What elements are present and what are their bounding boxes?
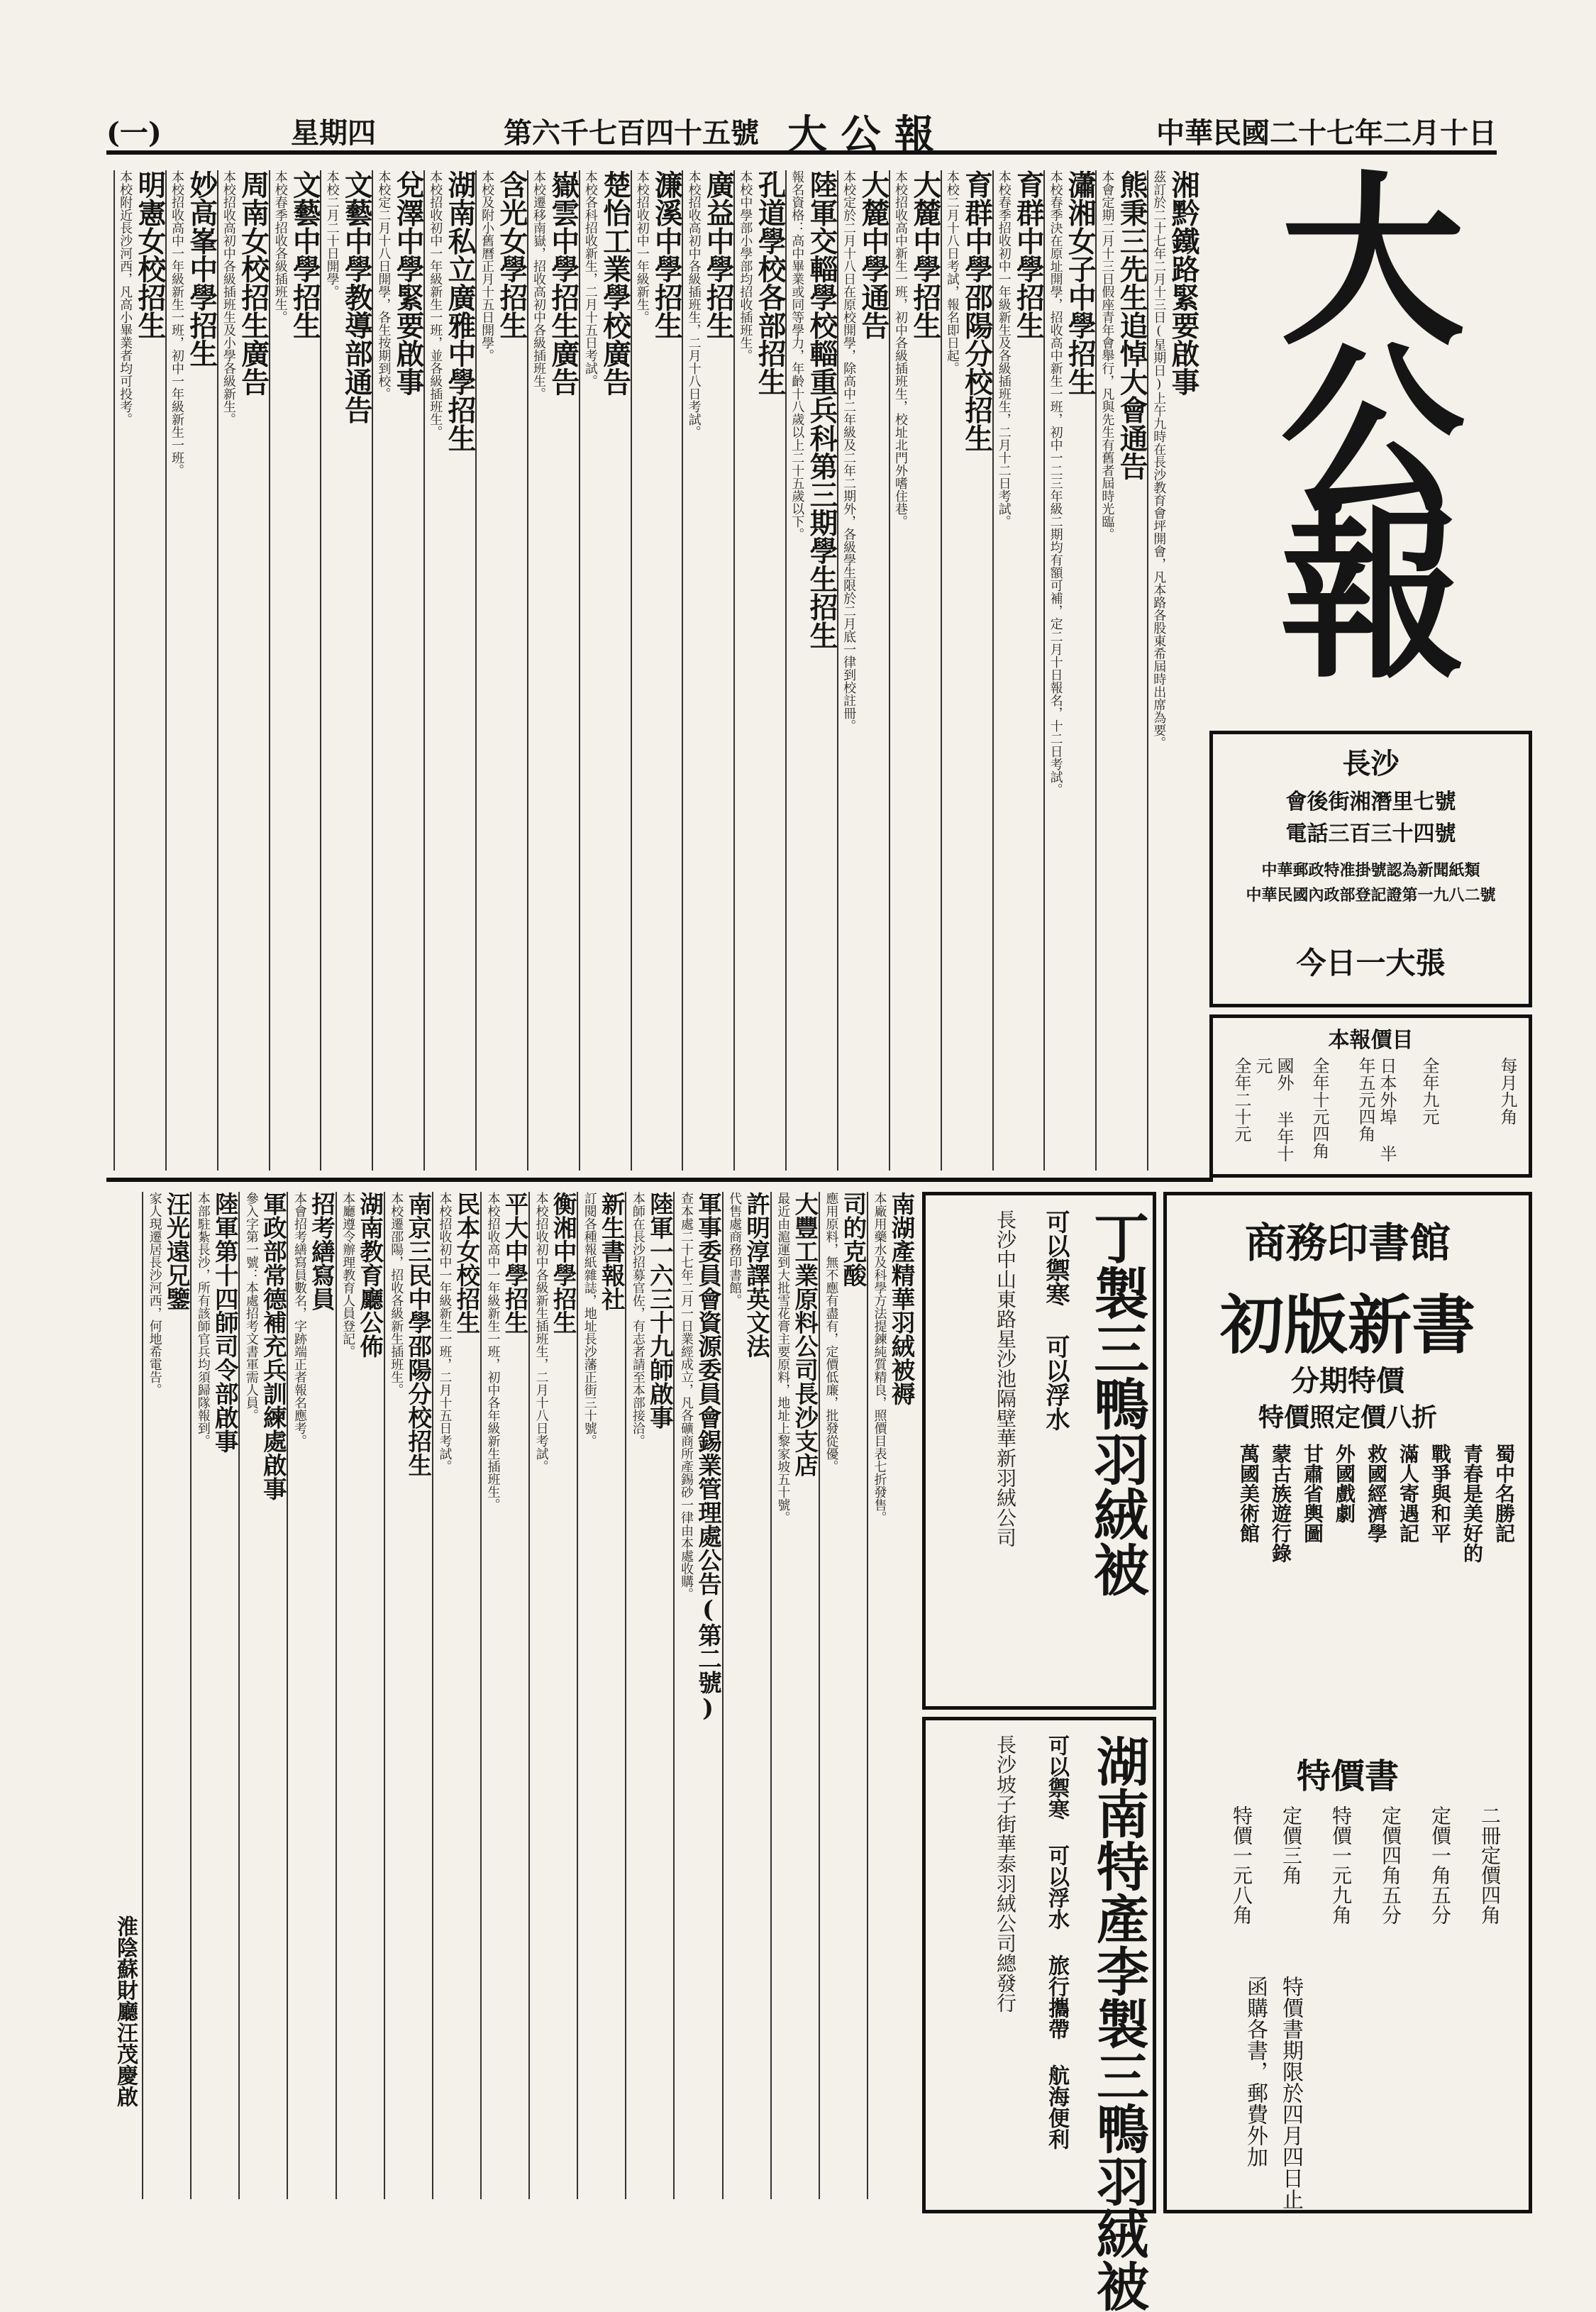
top-ad-title: 湖南私立廣雅中學招生: [443, 170, 476, 453]
top-ad-body: 報名資格：高中畢業或同等學力，年齡十八歲以上二十五歲以下。: [789, 170, 805, 541]
address: 會後街湘潛里七號: [1285, 790, 1456, 814]
bottom-ad-13: [238, 1192, 287, 2199]
price-3: 日本外埠 半年五元四角: [1356, 1057, 1397, 1162]
bottom-ad-body: 查本處二十七年二月一日業經成立，凡各礦商所產錫砂一律由本處收購。: [679, 1192, 694, 1600]
top-ad-body: 本會定期二月十三日假座青年會舉行，凡與先生有舊者屆時光臨。: [1099, 170, 1115, 541]
bottom-ad-15: [142, 1192, 190, 2199]
city: 長沙: [1342, 747, 1400, 780]
publication-date: 中華民國二十七年二月十日: [1156, 116, 1497, 150]
bottom-ad-title: 招考繕寫員: [307, 1192, 336, 1311]
top-ad-title: 陸軍交輜學校輜重兵科第三期學生招生: [804, 170, 838, 650]
top-ad-body: 本校及附小舊曆正月十五日開學。: [480, 170, 495, 362]
today-label: 今日一大張: [1296, 946, 1446, 980]
down-quilt-2-title: 湖南特產李製三鴨羽絨被: [1088, 1735, 1149, 2312]
top-ad-body: 本校定於二月十八日在原校開學，除高中二年級及二年二期外，各級學生限於二月底一律到校註冊。: [841, 170, 857, 732]
book-price: 特價一元八角: [1230, 1805, 1253, 1925]
bottom-ad-title: 許明淳譯英文法: [742, 1192, 770, 1359]
masthead: [1220, 154, 1525, 724]
bottom-ad-body: 本師在長沙招募官佐，有志者請至本部接洽。: [630, 1192, 645, 1447]
commercial-press-promo-1: 分期特價: [1291, 1364, 1404, 1398]
top-ad-body: 本校招收高初中各級插班生，二月十八日考試。: [686, 170, 702, 438]
top-ad-title: 楚怡工業學校廣告: [598, 170, 631, 396]
down-quilt-1-tag: 可以禦寒 可以浮水: [1041, 1210, 1070, 1431]
bottom-ad-body: 代售處商務印書館。: [727, 1192, 743, 1307]
bottom-ad-1: [819, 1192, 867, 2199]
bottom-ad-body: 本廠用藥水及科學方法提鍊純質精良，照價目表七折發售。: [872, 1192, 887, 1524]
price-4: 全年十元四角: [1309, 1057, 1329, 1159]
top-ad-title: 文藝中學招生: [288, 170, 321, 340]
commercial-press-ad: [1163, 1192, 1532, 2213]
price-title: 本報價目: [1328, 1028, 1414, 1053]
down-quilt-ad-2: [922, 1717, 1156, 2312]
bottom-ad-12: [287, 1192, 335, 2199]
bottom-ad-10: [384, 1192, 432, 2199]
top-ad-body: 本校招收高中一年級新生一班，初中一年級新生一班。: [169, 170, 184, 477]
top-ad-3: [992, 170, 1044, 1171]
phone: 電話三百三十四號: [1285, 822, 1456, 846]
book-title: 外國戲劇: [1333, 1444, 1356, 1523]
bottom-ad-7: [528, 1192, 577, 2199]
top-ad-7: [785, 170, 837, 1171]
top-ad-16: [320, 170, 372, 1171]
top-ad-body: 本校二月十八日考試，報名即日起。: [944, 170, 960, 375]
price-2: 全年九元: [1419, 1057, 1439, 1125]
book-price: 定價四角五分: [1379, 1805, 1402, 1925]
issue-number: 第六千七百四十五號: [504, 116, 759, 150]
bottom-ad-body: 本校招收初中一年級新生一班，二月十五日考試。: [437, 1192, 453, 1473]
book-price: 定價一角五分: [1429, 1805, 1452, 1925]
top-ad-title: 大麓中學招生: [908, 170, 941, 340]
top-ad-title: 濂溪中學招生: [650, 170, 683, 340]
top-ad-5: [889, 170, 941, 1171]
bottom-ad-body: 本會招考繕寫員數名，字跡端正者報名應考。: [292, 1192, 308, 1447]
top-ad-title: 熊秉三先生追悼大會通告: [1115, 170, 1148, 480]
top-ad-title: 湘黔鐵路緊要啟事: [1166, 170, 1199, 396]
top-ad-body: 本校附近長沙河西，凡高小畢業者均可投考。: [118, 170, 133, 426]
special-note: 特價書期限於四月四日止: [1278, 1976, 1303, 2210]
book-title: 滿人寄遇記: [1397, 1444, 1420, 1543]
top-ad-title: 含光女學招生: [494, 170, 528, 340]
top-ad-title: 明憲女校招生: [133, 170, 166, 340]
commercial-press-promo-2: 特價照定價八折: [1258, 1403, 1437, 1432]
top-ad-title: 妙高峯中學招生: [184, 170, 218, 367]
page-number: (一): [106, 116, 162, 150]
top-ad-4: [941, 170, 992, 1171]
bottom-ad-8: [480, 1192, 528, 2199]
down-quilt-1-sub: 長沙中山東路星沙池隔壁華新羽絨公司: [994, 1210, 1017, 1547]
bottom-ad-title: 南京三民中學邵陽分校招生: [404, 1192, 432, 1477]
top-ad-body: 本校招收高初中各級插班生及小學各級新生。: [221, 170, 236, 426]
book-title: 甘肅省輿圖: [1301, 1444, 1324, 1543]
bottom-ad-14: [190, 1192, 238, 2199]
bottom-ad-2: [770, 1192, 819, 2199]
signature: 淮陰蘇財廳汪茂慶啟: [113, 1915, 138, 2107]
top-ad-body: 本校春季決在原址開學，招收高中新生一班，初中一二三年級二期均有額可補，定二月十日報名，十二日考試。: [1048, 170, 1063, 796]
bottom-ad-9: [432, 1192, 480, 2199]
top-ad-body: 本校二月二十日開學。: [324, 170, 340, 298]
book-title: 蒙古族遊行錄: [1269, 1444, 1292, 1563]
bottom-ad-body: 訂閱各種報紙雜誌，地址長沙藩正街三十號。: [582, 1192, 597, 1447]
top-ad-title: 文藝中學教導部通告: [340, 170, 373, 424]
commercial-press-title: 商務印書館: [1244, 1219, 1451, 1267]
bottom-ad-body: 本廳遵令辦理教育人員登記。: [340, 1192, 356, 1358]
weekday: 星期四: [291, 116, 376, 150]
top-ad-body: 本校春季招收初中一年級新生及各級插班生，二月十二日考試。: [996, 170, 1012, 528]
down-quilt-2-tag: 可以禦寒 可以浮水 旅行攜帶 航海便利: [1044, 1735, 1069, 2150]
bottom-ad-title: 大豐工業原料公司長沙支店: [790, 1192, 819, 1477]
top-ad-2: [1043, 170, 1095, 1171]
bottom-ad-body: 最近由滬運到大批雪花膏主要原料，地址上黎家坡五十號。: [775, 1192, 791, 1524]
book-title: 救國經濟學: [1365, 1444, 1388, 1543]
price-1: 每月九角: [1497, 1057, 1517, 1125]
bottom-ad-title: 司的克酸: [838, 1192, 867, 1287]
bottom-ad-title: 陸軍第十四師司令部啟事: [211, 1192, 239, 1454]
top-ad-12: [527, 170, 579, 1171]
down-quilt-ad-1: [922, 1192, 1156, 1710]
top-ad-1: [1095, 170, 1147, 1171]
top-ad-body: 本校招收初中一年級新生。: [634, 170, 650, 323]
bottom-ad-body: 本校招收初中各級新生插班生，二月十八日考試。: [533, 1192, 549, 1473]
down-quilt-2-sub: 長沙坡子街華泰羽絨公司總發行: [994, 1735, 1017, 2013]
bottom-ad-5: [625, 1192, 673, 2199]
special-books-title: 特價書: [1296, 1757, 1399, 1796]
bottom-ad-6: [577, 1192, 625, 2199]
top-ad-body: 本校各科招收新生，二月十五日考試。: [582, 170, 598, 387]
bottom-ad-title: 南湖產精華羽絨被褥: [887, 1192, 915, 1406]
masthead-char-2: 公: [1280, 324, 1465, 541]
top-ad-body: 本校春季招收各級插班生。: [272, 170, 288, 323]
down-quilt-1-title: 丁製三鴨羽絨被: [1085, 1210, 1149, 1597]
mail-note: 函購各書，郵費外加: [1243, 1976, 1268, 2167]
top-ad-title: 孔道學校各部招生: [753, 170, 787, 396]
bottom-ad-title: 軍政部常德補充兵訓練處啟事: [259, 1192, 287, 1500]
top-ad-title: 育群中學招生: [1012, 170, 1045, 340]
top-ad-body: 茲訂於二十七年二月十三日(星期日)上午九時在長沙教育會坪開會，凡本路各股東希屆時出席為要。: [1151, 170, 1167, 749]
bottom-ad-title: 湖南教育廳公佈: [355, 1192, 384, 1359]
top-ad-0: [1147, 170, 1199, 1171]
bottom-ad-title: 陸軍一六三十九師啟事: [645, 1192, 674, 1429]
commercial-press-subtitle: 初版新書: [1220, 1288, 1475, 1363]
price-5: 國外 半年十元: [1253, 1057, 1294, 1162]
masthead-char-1: 大: [1280, 154, 1465, 370]
top-ad-title: 廣益中學招生: [702, 170, 735, 340]
bottom-ad-3: [722, 1192, 770, 2199]
top-ad-14: [423, 170, 475, 1171]
top-ad-title: 周南女校招生廣告: [236, 170, 270, 396]
price-6: 全年二十元: [1231, 1057, 1251, 1142]
bottom-ad-title: 軍事委員會資源委員會錫業管理處公告(第二號): [694, 1192, 722, 1722]
top-ad-title: 育群中學邵陽分校招生: [960, 170, 993, 453]
bottom-ad-title: 新生書報社: [597, 1192, 626, 1311]
top-ad-6: [837, 170, 889, 1171]
top-ad-10: [631, 170, 682, 1171]
section-divider: [106, 1178, 1213, 1182]
top-ad-17: [269, 170, 321, 1171]
bottom-ad-body: 本校招收高中一年級新生一班，初中各年級新生插班生。: [485, 1192, 501, 1511]
page-header: [106, 106, 1497, 158]
book-price: 定價三角: [1280, 1805, 1303, 1885]
book-title: 青春是美好的: [1461, 1444, 1484, 1563]
top-ad-body: 本校遷移南嶽，招收高初中各級插班生。: [531, 170, 546, 400]
bottom-ad-body: 參入字第一號：本處招考文書軍需人員。: [243, 1192, 259, 1422]
top-ad-title: 嶽雲中學招生廣告: [546, 170, 580, 396]
bottom-ad-body: 家人現遷居長沙河西，何地希電告。: [147, 1192, 162, 1396]
top-ad-9: [682, 170, 733, 1171]
book-title: 蜀中名勝記: [1492, 1444, 1516, 1543]
book-price: 二冊定價四角: [1478, 1805, 1502, 1925]
bottom-ad-title: 平大中學招生: [501, 1192, 528, 1334]
top-ad-18: [217, 170, 269, 1171]
license-2: 中華民國內政部登記證第一九八二號: [1246, 886, 1496, 905]
top-ad-body: 本校定二月十八日開學，各生按期到校。: [376, 170, 392, 400]
bottom-ad-0: [867, 1192, 915, 2199]
top-ad-body: 本校招收初中一年級新生一班，並各級插班生。: [428, 170, 443, 438]
top-ad-title: 瀟湘女子中學招生: [1063, 170, 1097, 396]
top-ad-13: [475, 170, 527, 1171]
bottom-ad-title: 民本女校招生: [452, 1192, 480, 1334]
top-ad-title: 大麓中學通告: [856, 170, 890, 340]
top-ad-15: [372, 170, 423, 1171]
bottom-ad-body: 本校遷邵陽，招收各級新生插班生。: [389, 1192, 404, 1396]
top-ad-11: [579, 170, 631, 1171]
license-1: 中華郵政特准掛號認為新聞紙類: [1261, 861, 1480, 880]
top-ad-body: 本校招收高中新生一班，初中各級插班生，校址北門外嗜住巷。: [892, 170, 908, 528]
bottom-ad-4: [673, 1192, 721, 2199]
top-ad-body: 本校中學部小學部均招收插班生。: [738, 170, 753, 362]
bottom-ad-title: 汪光遠兄鑒: [162, 1192, 191, 1311]
top-ad-19: [165, 170, 217, 1171]
bottom-ad-11: [336, 1192, 384, 2199]
book-price: 特價一元九角: [1329, 1805, 1353, 1925]
book-title: 萬國美術館: [1237, 1444, 1260, 1543]
paper-name-small: 大 公 報: [787, 111, 934, 158]
bottom-ad-body: 應用原料，無不應有盡有，定價低廉，批發從優。: [824, 1192, 839, 1473]
masthead-char-3: 報: [1280, 487, 1465, 704]
bottom-ad-title: 衡湘中學招生: [549, 1192, 577, 1334]
price-table: [1209, 1014, 1532, 1178]
masthead-info-box: [1209, 731, 1532, 1007]
top-ad-title: 兌澤中學緊要啟事: [392, 170, 425, 396]
bottom-ad-body: 本部駐紮長沙，所有該師官兵均須歸隊報到。: [195, 1192, 211, 1447]
top-ad-20: [113, 170, 165, 1171]
top-ad-8: [733, 170, 785, 1171]
book-title: 戰爭與和平: [1429, 1444, 1452, 1543]
